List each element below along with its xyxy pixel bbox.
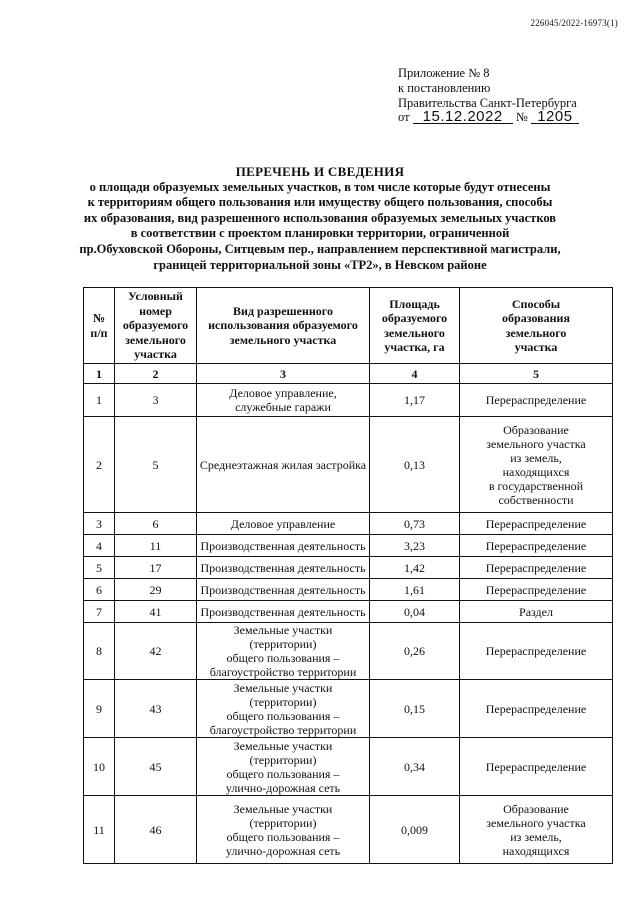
- cell-plot-id: [115, 384, 197, 417]
- cell-number: [84, 796, 115, 864]
- cell-line: 0,009: [401, 822, 428, 837]
- cell-line: улично-дорожная сеть: [225, 780, 341, 795]
- cell-area: [370, 513, 460, 535]
- cell-formation-method: [460, 557, 613, 579]
- cell-line: Земельные участки (территории): [233, 623, 333, 651]
- cell-line: общего пользования –: [226, 766, 340, 781]
- cell-line: 43: [149, 701, 162, 716]
- header-line: земельного: [505, 325, 567, 340]
- header-line: Способы: [511, 296, 561, 311]
- cell-line: 6: [152, 516, 159, 531]
- title-line: в соответствии с проектом планировки территории, ограниченной: [130, 226, 510, 241]
- cell-line: Среднеэтажная жилая застройка: [199, 457, 367, 472]
- cell-line: Земельные участки (территории): [233, 801, 333, 830]
- cell-line: 29: [149, 582, 162, 597]
- cell-line: 46: [149, 822, 162, 837]
- header-permitted-use: [197, 288, 370, 364]
- cell-plot-id: [115, 796, 197, 864]
- cell-line: 0,34: [404, 759, 425, 774]
- cell-line: 11: [149, 538, 162, 553]
- cell-line: Раздел: [519, 604, 553, 619]
- cell-number: [84, 417, 115, 513]
- document-number: 226045/2022-16973(1): [530, 18, 618, 28]
- cell-line: 4: [96, 538, 102, 553]
- cell-line: общего пользования –: [226, 829, 340, 844]
- cell-line: находящихся: [502, 843, 570, 858]
- cell-formation-method: [460, 579, 613, 601]
- cell-line: 45: [149, 759, 162, 774]
- header-line: №: [92, 311, 106, 325]
- header-line: участка: [514, 340, 558, 354]
- cell-line: 0,13: [404, 457, 425, 472]
- cell-number: [84, 384, 115, 417]
- cell-plot-id: [115, 535, 197, 557]
- cell-line: 10: [93, 759, 105, 774]
- cell-formation-method: [460, 601, 613, 623]
- header-line: образуемого: [381, 311, 448, 325]
- cell-permitted-use: [197, 601, 370, 623]
- cell-line: находящихся: [502, 464, 570, 479]
- cell-line: Земельные участки (территории): [233, 680, 333, 709]
- cell-number: [84, 557, 115, 579]
- appendix-line-2: к постановлению: [398, 80, 491, 95]
- cell-line: 9: [96, 701, 102, 716]
- cell-permitted-use: [197, 579, 370, 601]
- header-formation-method: [460, 288, 613, 364]
- cell-line: 0,26: [404, 644, 425, 658]
- cell-permitted-use: [197, 417, 370, 513]
- cell-number: [84, 601, 115, 623]
- cell-line: Деловое управление: [230, 516, 336, 531]
- cell-plot-id: [115, 417, 197, 513]
- table-row: [84, 513, 613, 535]
- header-line: номер: [139, 303, 172, 318]
- cell-number: [84, 513, 115, 535]
- cell-line: Перераспределение: [485, 516, 587, 531]
- table-row: [84, 579, 613, 601]
- cell-formation-method: [460, 513, 613, 535]
- header-line: образуемого: [122, 318, 189, 333]
- header-line: земельного: [384, 325, 445, 340]
- cell-line: благоустройство территории: [209, 722, 357, 737]
- cell-permitted-use: [197, 557, 370, 579]
- header-line: земельного участка: [229, 332, 337, 347]
- table-row: [84, 601, 613, 623]
- column-number: 5: [460, 364, 613, 384]
- title-line: пр.Обуховской Обороны, Ситцевым пер., направлением перспективной магистрали,: [79, 241, 561, 256]
- header-line: использования образуемого: [208, 318, 358, 333]
- cell-line: 42: [149, 644, 162, 658]
- cell-line: общего пользования –: [226, 651, 340, 665]
- cell-formation-method: [460, 623, 613, 680]
- from-label: от: [398, 110, 410, 125]
- number-label: №: [515, 110, 528, 125]
- cell-formation-method: [460, 417, 613, 513]
- cell-line: 3: [152, 393, 159, 407]
- cell-line: из земель,: [510, 450, 562, 465]
- header-line: участка: [134, 347, 177, 362]
- land-plots-table: [83, 287, 613, 864]
- cell-line: Производственная деятельность: [200, 560, 366, 575]
- header-line: земельного: [125, 332, 186, 347]
- cell-line: 1,61: [404, 582, 425, 597]
- cell-line: Деловое управление,: [229, 386, 337, 400]
- cell-area: [370, 601, 460, 623]
- cell-area: [370, 680, 460, 738]
- cell-permitted-use: [197, 796, 370, 864]
- title-line: к территориям общего пользования или имуществу общего пользования, способы: [87, 195, 553, 210]
- cell-line: 0,15: [404, 701, 425, 716]
- cell-number: [84, 535, 115, 557]
- cell-plot-id: [115, 557, 197, 579]
- cell-formation-method: [460, 738, 613, 796]
- cell-line: Производственная деятельность: [200, 582, 366, 597]
- table-row: [84, 417, 613, 513]
- cell-line: Перераспределение: [485, 582, 587, 597]
- cell-line: 17: [149, 560, 162, 575]
- column-number: 3: [197, 364, 370, 384]
- cell-line: Образование: [503, 801, 569, 816]
- cell-line: Перераспределение: [485, 759, 587, 774]
- cell-line: 0,73: [404, 516, 425, 531]
- cell-line: земельного участка: [486, 815, 586, 830]
- appendix-line-3: Правительства Санкт-Петербурга: [398, 95, 577, 110]
- cell-line: служебные гаражи: [235, 400, 331, 414]
- title-line: их образования, вид разрешенного использования образуемых земельных участков: [83, 210, 557, 225]
- resolution-number: 1205: [531, 110, 579, 124]
- cell-permitted-use: [197, 623, 370, 680]
- cell-line: общего пользования –: [226, 708, 340, 723]
- cell-line: 6: [96, 582, 102, 597]
- cell-line: 1,17: [404, 393, 425, 407]
- cell-line: 3: [96, 516, 102, 531]
- title-line: границей территориальной зоны «ТР2», в Невском районе: [153, 257, 487, 272]
- cell-line: 2: [96, 457, 102, 472]
- cell-line: 11: [93, 822, 105, 837]
- cell-line: 1,42: [404, 560, 425, 575]
- cell-line: земельного участка: [486, 436, 586, 451]
- header-line: Вид разрешенного: [233, 303, 333, 318]
- cell-permitted-use: [197, 738, 370, 796]
- appendix-block: [398, 66, 579, 125]
- table-header-row: [84, 288, 613, 364]
- cell-area: [370, 796, 460, 864]
- header-plot-id: [115, 288, 197, 364]
- cell-line: 5: [152, 457, 159, 472]
- table-row: [84, 738, 613, 796]
- cell-permitted-use: [197, 535, 370, 557]
- header-line: образования: [502, 311, 570, 325]
- cell-area: [370, 384, 460, 417]
- table-row: [84, 796, 613, 864]
- cell-line: Перераспределение: [485, 393, 587, 407]
- column-number: 4: [370, 364, 460, 384]
- cell-line: улично-дорожная сеть: [225, 843, 341, 858]
- cell-area: [370, 579, 460, 601]
- column-number: 1: [84, 364, 115, 384]
- cell-plot-id: [115, 513, 197, 535]
- cell-line: 41: [149, 604, 162, 619]
- cell-area: [370, 738, 460, 796]
- header-number: [84, 288, 115, 364]
- header-line: Площадь: [389, 296, 440, 311]
- resolution-date: 15.12.2022: [413, 110, 513, 124]
- cell-line: 0,04: [404, 604, 425, 619]
- document-title: [40, 164, 600, 273]
- cell-plot-id: [115, 738, 197, 796]
- cell-line: из земель,: [510, 829, 562, 844]
- table-row: [84, 680, 613, 738]
- header-line: п/п: [90, 325, 108, 340]
- cell-line: Перераспределение: [485, 701, 587, 716]
- cell-line: Производственная деятельность: [200, 538, 366, 553]
- table-row: [84, 384, 613, 417]
- cell-line: 8: [96, 644, 102, 658]
- title-subtitle: [40, 180, 600, 274]
- cell-line: Перераспределение: [485, 560, 587, 575]
- table-column-numbers-row: [84, 364, 613, 384]
- title-line: о площади образуемых земельных участков, в том числе которые будут отнесены: [89, 179, 551, 194]
- cell-plot-id: [115, 579, 197, 601]
- cell-formation-method: [460, 680, 613, 738]
- cell-formation-method: [460, 384, 613, 417]
- cell-formation-method: [460, 796, 613, 864]
- column-number: 2: [115, 364, 197, 384]
- cell-permitted-use: [197, 384, 370, 417]
- appendix-date-line: [398, 110, 579, 125]
- cell-plot-id: [115, 623, 197, 680]
- cell-line: Перераспределение: [485, 538, 587, 553]
- cell-number: [84, 680, 115, 738]
- cell-area: [370, 417, 460, 513]
- header-area: [370, 288, 460, 364]
- cell-line: Производственная деятельность: [200, 604, 366, 619]
- cell-line: 3,23: [404, 538, 425, 553]
- title-main: ПЕРЕЧЕНЬ И СВЕДЕНИЯ: [235, 164, 405, 179]
- cell-formation-method: [460, 535, 613, 557]
- appendix-line-1: Приложение № 8: [398, 66, 490, 80]
- cell-permitted-use: [197, 680, 370, 738]
- cell-number: [84, 579, 115, 601]
- cell-number: [84, 738, 115, 796]
- header-line: участка, га: [384, 340, 445, 354]
- cell-area: [370, 623, 460, 680]
- cell-line: Земельные участки (территории): [233, 738, 333, 767]
- cell-number: [84, 623, 115, 680]
- header-line: Условный: [128, 289, 183, 304]
- cell-area: [370, 535, 460, 557]
- cell-line: в государственной: [488, 478, 584, 493]
- table-row: [84, 557, 613, 579]
- cell-permitted-use: [197, 513, 370, 535]
- cell-line: 5: [96, 560, 102, 575]
- cell-plot-id: [115, 680, 197, 738]
- cell-line: собственности: [498, 492, 574, 507]
- cell-line: Перераспределение: [485, 644, 587, 658]
- table-row: [84, 535, 613, 557]
- cell-plot-id: [115, 601, 197, 623]
- table-row: [84, 623, 613, 680]
- cell-line: 1: [96, 393, 102, 407]
- cell-line: благоустройство территории: [209, 665, 357, 679]
- cell-area: [370, 557, 460, 579]
- cell-line: Образование: [503, 422, 569, 437]
- cell-line: 7: [96, 604, 102, 619]
